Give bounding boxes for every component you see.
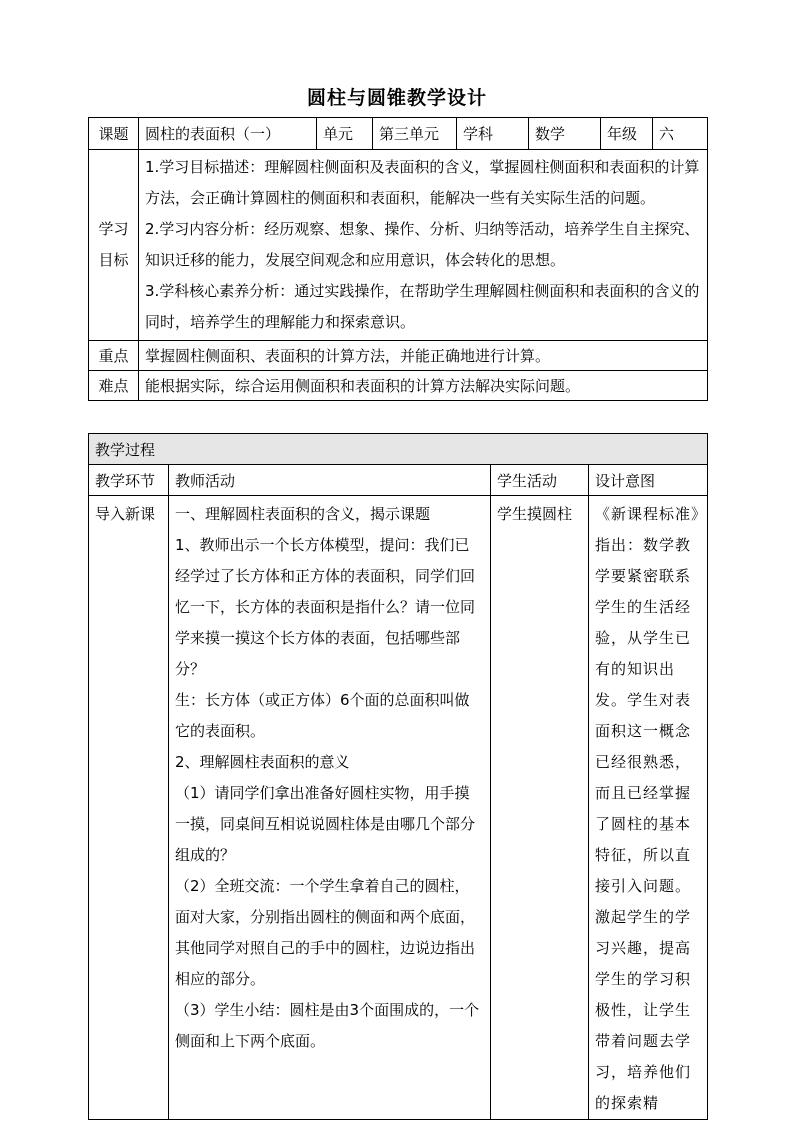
- document-title: 圆柱与圆锥教学设计: [306, 87, 487, 109]
- header-stage: 教学环节: [89, 465, 169, 496]
- goals-content: [139, 150, 708, 341]
- student-activity-cell: 学生摸圆柱: [491, 496, 589, 1120]
- key-point-text: 掌握圆柱侧面积、表面积的计算方法，并能正确地进行计算。: [139, 341, 708, 371]
- teacher-line: 1、教师出示一个长方体模型，提问：我们已经学过了长方体和正方体的表面积，同学们回忆一下，长方体的表面积是指什么？请一位同学来摸一摸这个长方体的表面，包括哪些部分？: [175, 536, 476, 678]
- teacher-line: 生：长方体（或正方体）6个面的总面积叫做它的表面积。: [175, 691, 470, 740]
- process-title: 教学过程: [89, 434, 708, 465]
- goals-label-line1: 学习: [98, 220, 129, 238]
- grade-value: 六: [653, 118, 708, 150]
- difficulty-text: 能根据实际，综合运用侧面积和表面积的计算方法解决实际问题。: [139, 371, 708, 401]
- topic-value: 圆柱的表面积（一）: [139, 118, 317, 150]
- teacher-activity-cell: [169, 496, 491, 1120]
- teacher-line: （3）学生小结：圆柱是由3个面围成的，一个侧面和上下两个底面。: [175, 1001, 480, 1050]
- teacher-line: 2、理解圆柱表面积的意义: [175, 753, 350, 771]
- goal-item: 2.学习内容分析：经历观察、想象、操作、分析、归纳等活动，培养学生自主探究、知识迁移的能力，发展空间观念和应用意识，体会转化的思想。: [145, 220, 700, 269]
- teaching-process-table: [88, 433, 708, 1120]
- unit-value: 第三单元: [373, 118, 457, 150]
- difficulty-label: 难点: [89, 371, 139, 401]
- goal-item: 1.学习目标描述：理解圆柱侧面积及表面积的含义，掌握圆柱侧面积和表面积的计算方法，会正确计算圆柱的侧面积和表面积，能解决一些有关实际生活的问题。: [145, 158, 700, 207]
- key-point-label: 重点: [89, 341, 139, 371]
- topic-label: 课题: [89, 118, 139, 150]
- teacher-line: 一、理解圆柱表面积的含义，揭示课题: [175, 505, 431, 523]
- unit-label: 单元: [317, 118, 373, 150]
- goals-label: [89, 150, 139, 341]
- grade-label: 年级: [601, 118, 653, 150]
- header-student: 学生活动: [491, 465, 589, 496]
- stage-cell: 导入新课: [89, 496, 169, 1120]
- subject-label: 学科: [457, 118, 529, 150]
- header-design: 设计意图: [589, 465, 708, 496]
- teacher-line: （2）全班交流：一个学生拿着自己的圆柱，面对大家，分别指出圆柱的侧面和两个底面，其他同学对照自己的手中的圆柱，边说边指出相应的部分。: [175, 877, 476, 988]
- goal-item: 3.学科核心素养分析：通过实践操作，在帮助学生理解圆柱侧面积和表面积的含义的同时，培养学生的理解能力和探索意识。: [145, 282, 700, 331]
- teacher-line: （1）请同学们拿出准备好圆柱实物，用手摸一摸，同桌间互相说说圆柱体是由哪几个部分组成的？: [175, 784, 476, 864]
- goals-label-line2: 目标: [98, 251, 129, 269]
- subject-value: 数学: [529, 118, 601, 150]
- lesson-info-table: [88, 117, 708, 401]
- header-teacher: 教师活动: [169, 465, 491, 496]
- design-intent-cell: 《新课程标准》指出：数学教学要紧密联系学生的生活经验，从学生已有的知识出发。学生对表面积这一概念已经很熟悉，而且已经掌握了圆柱的基本特征，所以直接引入问题。激起学生的学习兴趣，提高学生的学习积极性，让学生带着问题去学习，培养他们的探索精: [589, 496, 708, 1120]
